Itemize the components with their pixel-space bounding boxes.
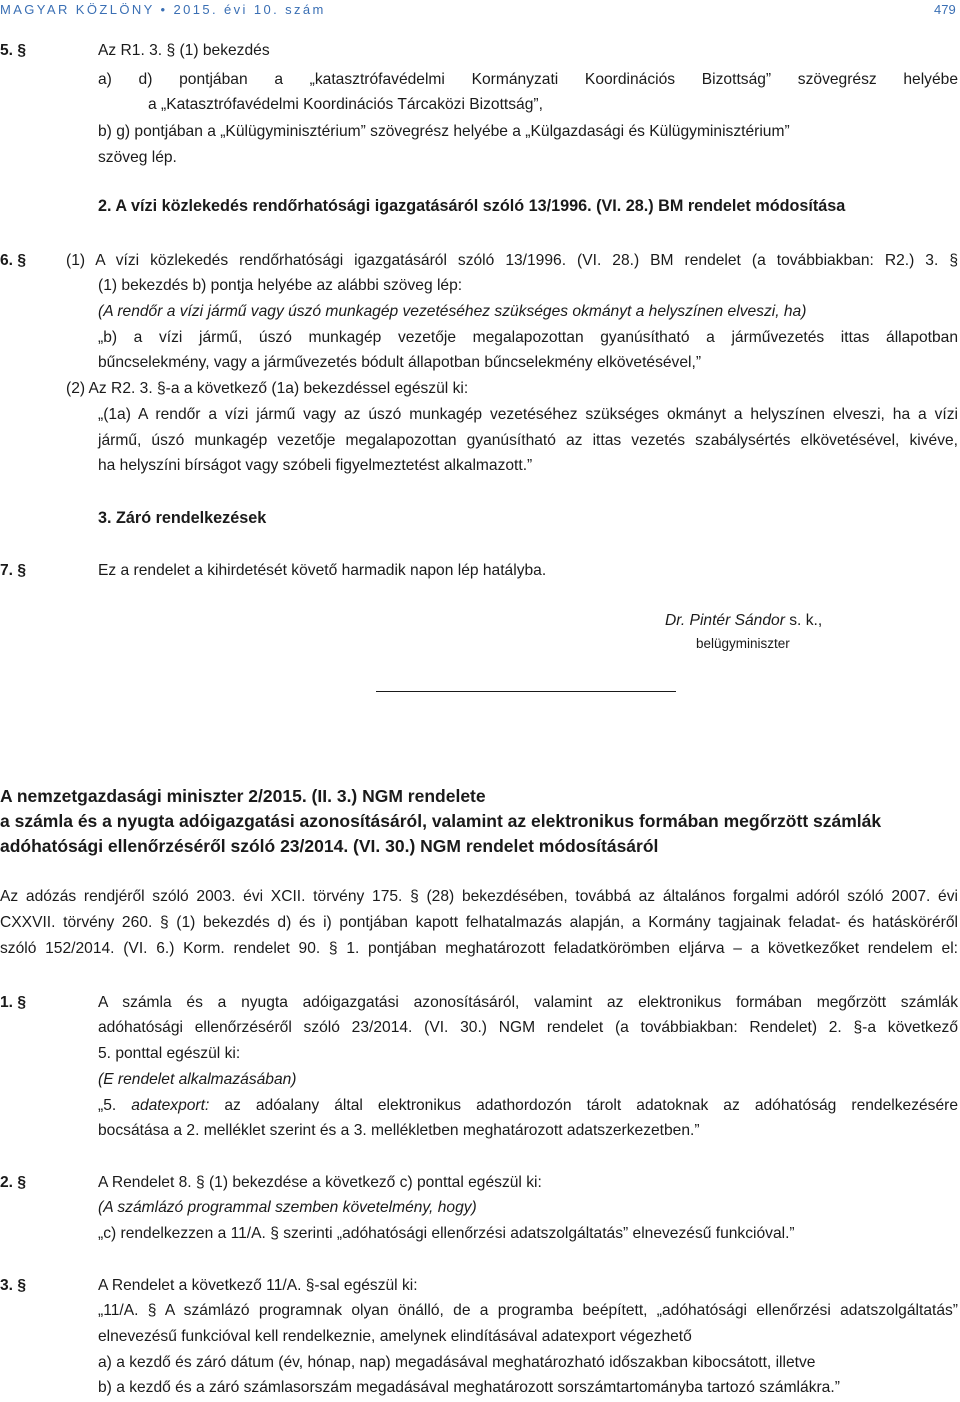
signatory-role: belügyminiszter [696, 636, 790, 651]
paragraph-line: „c) rendelkezzen a 11/A. § szerinti „adóhatósági ellenőrzési adatszolgáltatás” elnevezésű funkcióval.” [98, 1225, 795, 1242]
paragraph-line: elnevezésű funkcióval kell rendelkeznie, amelynek elindításával adatexport végezhető [98, 1328, 692, 1345]
paragraph-line: A Rendelet a következő 11/A. §-sal egészül ki: [98, 1277, 418, 1294]
paragraph-line: b) a kezdő és a záró számlasorszám megadásával meghatározott sorszámtartományba tartozó számlákra.” [98, 1379, 840, 1396]
text-fragment: az adóalany által elektronikus adathordozón tárolt adatoknak az adóhatóság rendelkezésére [209, 1097, 959, 1114]
decree-title: a számla és a nyugta adóigazgatási azonosításáról, valamint az elektronikus formában megőrzött számlák [0, 811, 882, 831]
page-number: 479 [934, 2, 956, 17]
paragraph-line: „(1a) A rendőr a vízi jármű vagy az úszó munkagép vezetéséhez szükséges okmányt a helyszínen elveszi, ha a vízi [98, 406, 958, 423]
paragraph-line: 5. ponttal egészül ki: [98, 1045, 241, 1062]
chapter-title: 3. Záró rendelkezések [98, 509, 267, 527]
section-number: 7. § [0, 562, 27, 579]
paragraph-line: „11/A. § A számlázó programnak olyan önálló, de a programba beépített, „adóhatósági ellenőrzési adatszolgáltatás” [98, 1302, 958, 1319]
signatory-name: Dr. Pintér Sándor [665, 612, 785, 629]
paragraph-line: a „Katasztrófavédelmi Koordinációs Tárcaközi Bizottság”, [148, 96, 543, 113]
preamble-line: CXXVII. törvény 260. § (1) bekezdés d) és i) pontjában kapott felhatalmazás alapján, a Kormány tagjainak feladat- és hatásköréről [0, 914, 958, 931]
paragraph-line: Az R1. 3. § (1) bekezdés [98, 42, 270, 59]
paragraph-line: „b) a vízi jármű, úszó munkagép vezetője megalapozottan gyanúsítható a járművezetés ittas állapotban [98, 329, 958, 346]
paragraph-line: bűncselekmény, vagy a járművezetés bódult állapotban bűncselekmény elkövetésével,” [98, 354, 702, 371]
paragraph-line: A számla és a nyugta adóigazgatási azonosításáról, valamint az elektronikus formában megőrzött számlák [98, 994, 958, 1011]
decree-title: A nemzetgazdasági miniszter 2/2015. (II. 3.) NGM rendelete [0, 786, 486, 806]
preamble-line: Az adózás rendjéről szóló 2003. évi XCII. törvény 175. § (28) bekezdésében, továbbá az általános forgalmi adóról szóló 2007. évi [0, 888, 958, 905]
paragraph-line: ha helyszíni bírságot vagy szóbeli figyelmeztetést alkalmazott.” [98, 457, 533, 474]
section-number: 5. § [0, 42, 27, 59]
paragraph-line: szöveg lép. [98, 149, 177, 166]
decree-title: adóhatósági ellenőrzéséről szóló 23/2014. (VI. 30.) NGM rendelet módosításáról [0, 836, 659, 856]
preamble-line: szóló 152/2014. (VI. 6.) Korm. rendelet 90. § 1. pontjában meghatározott feladatkörömben eljárva – a következőket rendelem el: [0, 940, 958, 957]
paragraph-line: (1) A vízi közlekedés rendőrhatósági igazgatásáról szóló 13/1996. (VI. 28.) BM rendelet (a továbbiakban: R2.) 3. § [66, 252, 958, 269]
section-number: 6. § [0, 252, 27, 269]
paragraph-line: (A rendőr a vízi jármű vagy úszó munkagép vezetéséhez szükséges okmányt a helyszínen elveszi, ha) [98, 303, 807, 320]
paragraph-line: a) d) pontjában a „katasztrófavédelmi Kormányzati Koordinációs Bizottság” szövegrész helyébe [98, 71, 958, 88]
signature-line [665, 612, 822, 630]
paragraph-line: bocsátása a 2. melléklet szerint és a 3. mellékletben meghatározott adatszerkezetben.” [98, 1122, 700, 1139]
text-fragment: „5. [98, 1097, 132, 1114]
paragraph-line: A Rendelet 8. § (1) bekezdése a következő c) ponttal egészül ki: [98, 1174, 542, 1191]
section-number: 2. § [0, 1174, 27, 1191]
paragraph-line: a) a kezdő és záró dátum (év, hónap, nap) megadásával meghatározható időszakban kibocsátott, illetve [98, 1354, 816, 1371]
journal-header: MAGYAR KÖZLÖNY • 2015. évi 10. szám [0, 2, 326, 17]
paragraph-line: b) g) pontjában a „Külügyminisztérium” szövegrész helyébe a „Külgazdasági és Külügyminisztérium” [98, 123, 790, 140]
paragraph-line [98, 1097, 958, 1115]
separator-rule [376, 691, 676, 692]
paragraph-line: (1) bekezdés b) pontja helyébe az alábbi szöveg lép: [98, 277, 463, 294]
section-number: 3. § [0, 1277, 27, 1294]
paragraph-line: (2) Az R2. 3. §-a a következő (1a) bekezdéssel egészül ki: [66, 380, 469, 397]
paragraph-line: (A számlázó programmal szemben követelmény, hogy) [98, 1199, 477, 1216]
signatory-sk: s. k., [784, 612, 823, 629]
paragraph-line: Ez a rendelet a kihirdetését követő harmadik napon lép hatályba. [98, 562, 547, 579]
paragraph-line: adóhatósági ellenőrzéséről szóló 23/2014. (VI. 30.) NGM rendelet (a továbbiakban: Rendelet) 2. §-a következő [98, 1019, 958, 1036]
section-number: 1. § [0, 994, 27, 1011]
paragraph-line: jármű, úszó munkagép vezetője megalapozottan gyanúsítható az ittas vezetés szabálysértés elkövetésével, kivéve, [98, 432, 958, 449]
chapter-title: 2. A vízi közlekedés rendőrhatósági igazgatásáról szóló 13/1996. (VI. 28.) BM rendelet módosítása [98, 197, 846, 215]
defined-term: adatexport: [131, 1097, 210, 1114]
paragraph-line: (E rendelet alkalmazásában) [98, 1071, 297, 1088]
